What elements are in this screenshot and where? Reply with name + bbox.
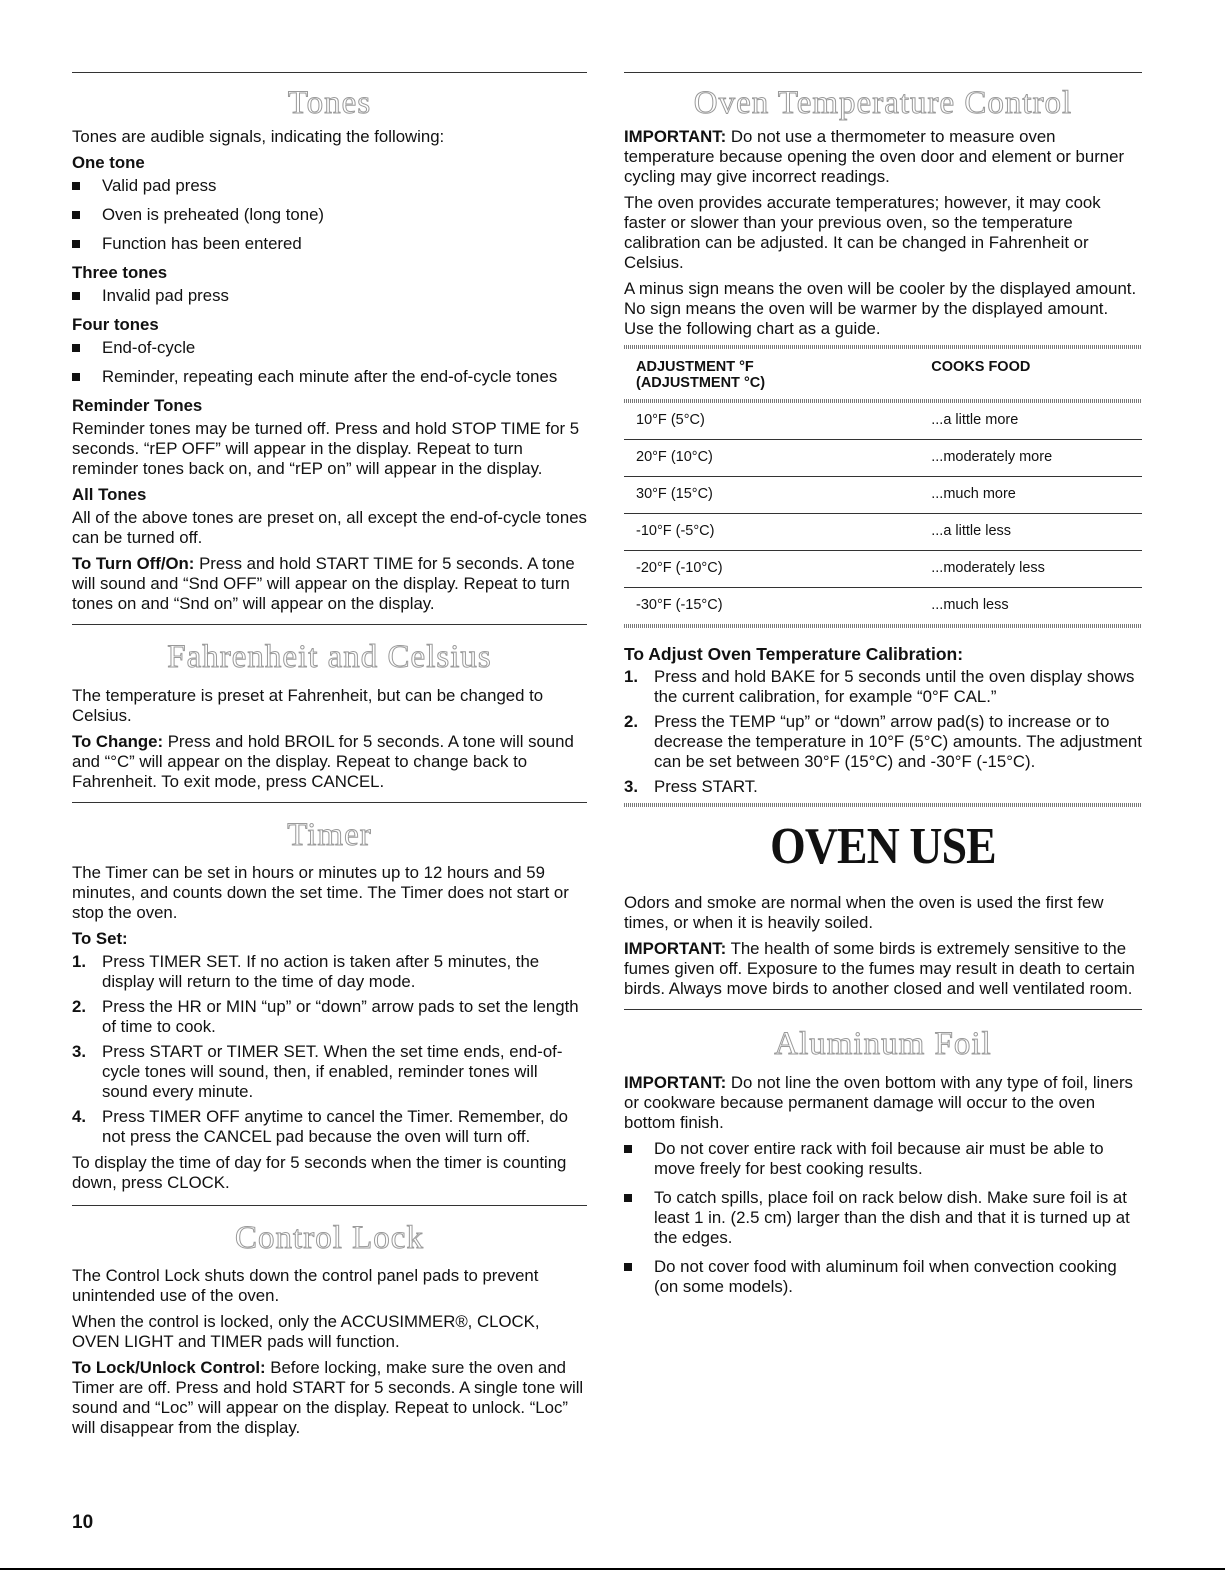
turn-off-on-paragraph <box>72 554 587 614</box>
list-item: 1. Press TIMER SET. If no action is taken after 5 minutes, the display will return to the time of day mode. <box>72 951 540 991</box>
three-tones-list <box>72 286 587 306</box>
reminder-tones-text: Reminder tones may be turned off. Press and hold STOP TIME for 5 seconds. “rEP OFF” will appear in the display. Repeat to turn reminder tones back on, and “rEP on” will appear in the display. <box>72 419 580 479</box>
important-text: The health of some birds is extremely sensitive to the fumes given off. Exposure to the fumes may result in death to certain birds. Always move birds to another closed and well ventilated room. <box>624 939 1135 999</box>
important-text: Do not line the oven bottom with any type of foil, liners or cookware because permanent damage will occur to the oven bottom finish. <box>624 1072 1133 1132</box>
list-item: Invalid pad press <box>72 286 587 306</box>
important-label: IMPORTANT: <box>624 127 727 147</box>
foil-important-paragraph <box>624 1073 1142 1133</box>
left-column <box>72 72 587 1444</box>
to-set-label: To Set: <box>72 928 128 948</box>
control-lock-text: The Control Lock shuts down the control panel pads to prevent unintended use of the oven. <box>72 1266 539 1306</box>
four-tones-list <box>72 338 587 387</box>
foil-list <box>624 1139 1142 1297</box>
timer-text: The Timer can be set in hours or minutes up to 12 hours and 59 minutes, and counts down the set time. The Timer does not start or stop the oven. <box>72 862 569 922</box>
page-number: 10 <box>72 1512 94 1533</box>
table-row: 20°F (10°C) ...moderately more <box>624 440 1142 477</box>
one-tone-label: One tone <box>72 153 145 173</box>
table-row: 10°F (5°C) ...a little more <box>624 403 1142 440</box>
temp-text-2: The oven provides accurate temperatures; however, it may cook faster or slower than your previous oven, so the temperature calibration can be adjusted. It can be changed in Fahrenheit or Celsius. <box>624 193 1101 273</box>
oven-use-important-paragraph <box>624 939 1142 999</box>
divider <box>72 802 587 803</box>
list-item: Do not cover food with aluminum foil when convection cooking (on some models). <box>624 1257 1142 1297</box>
list-item: 3. Press START or TIMER SET. When the set time ends, end-of-cycle tones will sound, then, if enabled, reminder tones will sound every minute. <box>72 1041 563 1101</box>
list-item: 3. Press START. <box>624 777 758 797</box>
divider <box>624 72 1142 73</box>
calibration-table <box>624 349 1142 399</box>
important-label: IMPORTANT: <box>624 939 727 959</box>
list-item: Oven is preheated (long tone) <box>72 205 587 225</box>
tones-intro: Tones are audible signals, indicating the following: <box>72 127 445 147</box>
table-header-cooks-food: COOKS FOOD <box>931 359 1031 376</box>
list-item: 2. Press the TEMP “up” or “down” arrow pad(s) to increase or to decrease the temperature in 10°F (5°C) amounts. The adjustment can be set between 30°F (15°C) and -30°F (-15°C). <box>624 712 1142 772</box>
lock-unlock-paragraph <box>72 1358 587 1438</box>
table-header-adjustment: ADJUSTMENT °F (ADJUSTMENT °C) <box>636 359 766 392</box>
list-item: 1. Press and hold BAKE for 5 seconds until the oven display shows the current calibration, for example “0°F CAL.” <box>624 667 1135 707</box>
calibration-table-body <box>624 403 1142 624</box>
divider <box>72 1205 587 1206</box>
list-item: Valid pad press <box>72 176 587 196</box>
bottom-divider <box>0 1568 1225 1570</box>
adjust-calibration-heading: To Adjust Oven Temperature Calibration: <box>624 644 964 665</box>
three-tones-label: Three tones <box>72 263 168 283</box>
turn-off-on-text: Press and hold START TIME for 5 seconds. A tone will sound and “Snd OFF” will appear on the display. Repeat to turn tones on and “Snd on” will appear on the display. <box>72 554 575 614</box>
all-tones-label: All Tones <box>72 485 147 505</box>
temp-important-paragraph <box>624 127 1142 187</box>
table-header-row <box>624 349 1142 399</box>
control-lock-heading: Control Lock <box>235 1219 424 1256</box>
all-tones-text: All of the above tones are preset on, all except the end-of-cycle tones can be turned off. <box>72 508 587 548</box>
table-bottom-border <box>624 624 1142 628</box>
to-change-paragraph <box>72 732 587 792</box>
temp-text-3: A minus sign means the oven will be cooler by the displayed amount. No sign means the oven will be warmer by the displayed amount. Use the following chart as a guide. <box>624 279 1137 339</box>
fahrenheit-heading: Fahrenheit and Celsius <box>167 639 492 676</box>
calibration-steps <box>624 667 1142 797</box>
reminder-tones-label: Reminder Tones <box>72 396 203 416</box>
oven-use-text: Odors and smoke are normal when the oven is used the first few times, or when it is heavily soiled. <box>624 893 1104 933</box>
table-row: -20°F (-10°C) ...moderately less <box>624 551 1142 588</box>
list-item: Reminder, repeating each minute after the end-of-cycle tones <box>72 367 587 387</box>
list-item: 4. Press TIMER OFF anytime to cancel the Timer. Remember, do not press the CANCEL pad because the oven will turn off. <box>72 1106 568 1146</box>
timer-steps <box>72 952 587 1147</box>
control-lock-text-2: When the control is locked, only the ACCUSIMMER®, CLOCK, OVEN LIGHT and TIMER pads will function. <box>72 1312 540 1352</box>
to-change-text: Press and hold BROIL for 5 seconds. A tone will sound and “°C” will appear on the display. Repeat to change back to Fahrenheit. To exit mode, press CANCEL. <box>72 731 574 791</box>
divider <box>72 72 587 73</box>
list-item: To catch spills, place foil on rack below dish. Make sure foil is at least 1 in. (2.5 cm) larger than the dish and that it is turned up at the edges. <box>624 1188 1142 1248</box>
important-text: Do not use a thermometer to measure oven temperature because opening the oven door and element or burner cycling may give incorrect readings. <box>624 127 1125 187</box>
lock-unlock-label: To Lock/Unlock Control: <box>72 1358 266 1378</box>
list-item: Do not cover entire rack with foil because air must be able to move freely for best cooking results. <box>624 1139 1142 1179</box>
tones-heading: Tones <box>287 85 372 121</box>
oven-temperature-control-heading: Oven Temperature Control <box>693 85 1073 121</box>
list-item: 2. Press the HR or MIN “up” or “down” arrow pads to set the length of time to cook. <box>72 996 579 1036</box>
divider <box>72 624 587 625</box>
divider <box>624 1009 1142 1010</box>
four-tones-label: Four tones <box>72 315 159 335</box>
timer-heading: Timer <box>287 816 372 853</box>
list-item: End-of-cycle <box>72 338 587 358</box>
table-row: -10°F (-5°C) ...a little less <box>624 514 1142 551</box>
one-tone-list <box>72 176 587 254</box>
important-label: IMPORTANT: <box>624 1072 727 1092</box>
fahrenheit-text: The temperature is preset at Fahrenheit, but can be changed to Celsius. <box>72 685 544 725</box>
to-change-label: To Change: <box>72 731 164 751</box>
divider <box>624 803 1142 807</box>
list-item: Function has been entered <box>72 234 587 254</box>
turn-off-on-label: To Turn Off/On: <box>72 554 195 574</box>
timer-after-text: To display the time of day for 5 seconds when the timer is counting down, press CLOCK. <box>72 1152 567 1192</box>
aluminum-foil-heading: Aluminum Foil <box>774 1026 992 1063</box>
right-column <box>624 72 1142 1306</box>
table-row: -30°F (-15°C) ...much less <box>636 597 1009 614</box>
table-row: 30°F (15°C) ...much more <box>624 477 1142 514</box>
lock-unlock-text: Before locking, make sure the oven and Timer are off. Press and hold START for 5 seconds. A single tone will sound and “Loc” will appear on the display. Repeat to unlock. “Loc” will disappear from the display. <box>72 1358 584 1438</box>
oven-use-title: OVEN USE <box>770 818 996 876</box>
